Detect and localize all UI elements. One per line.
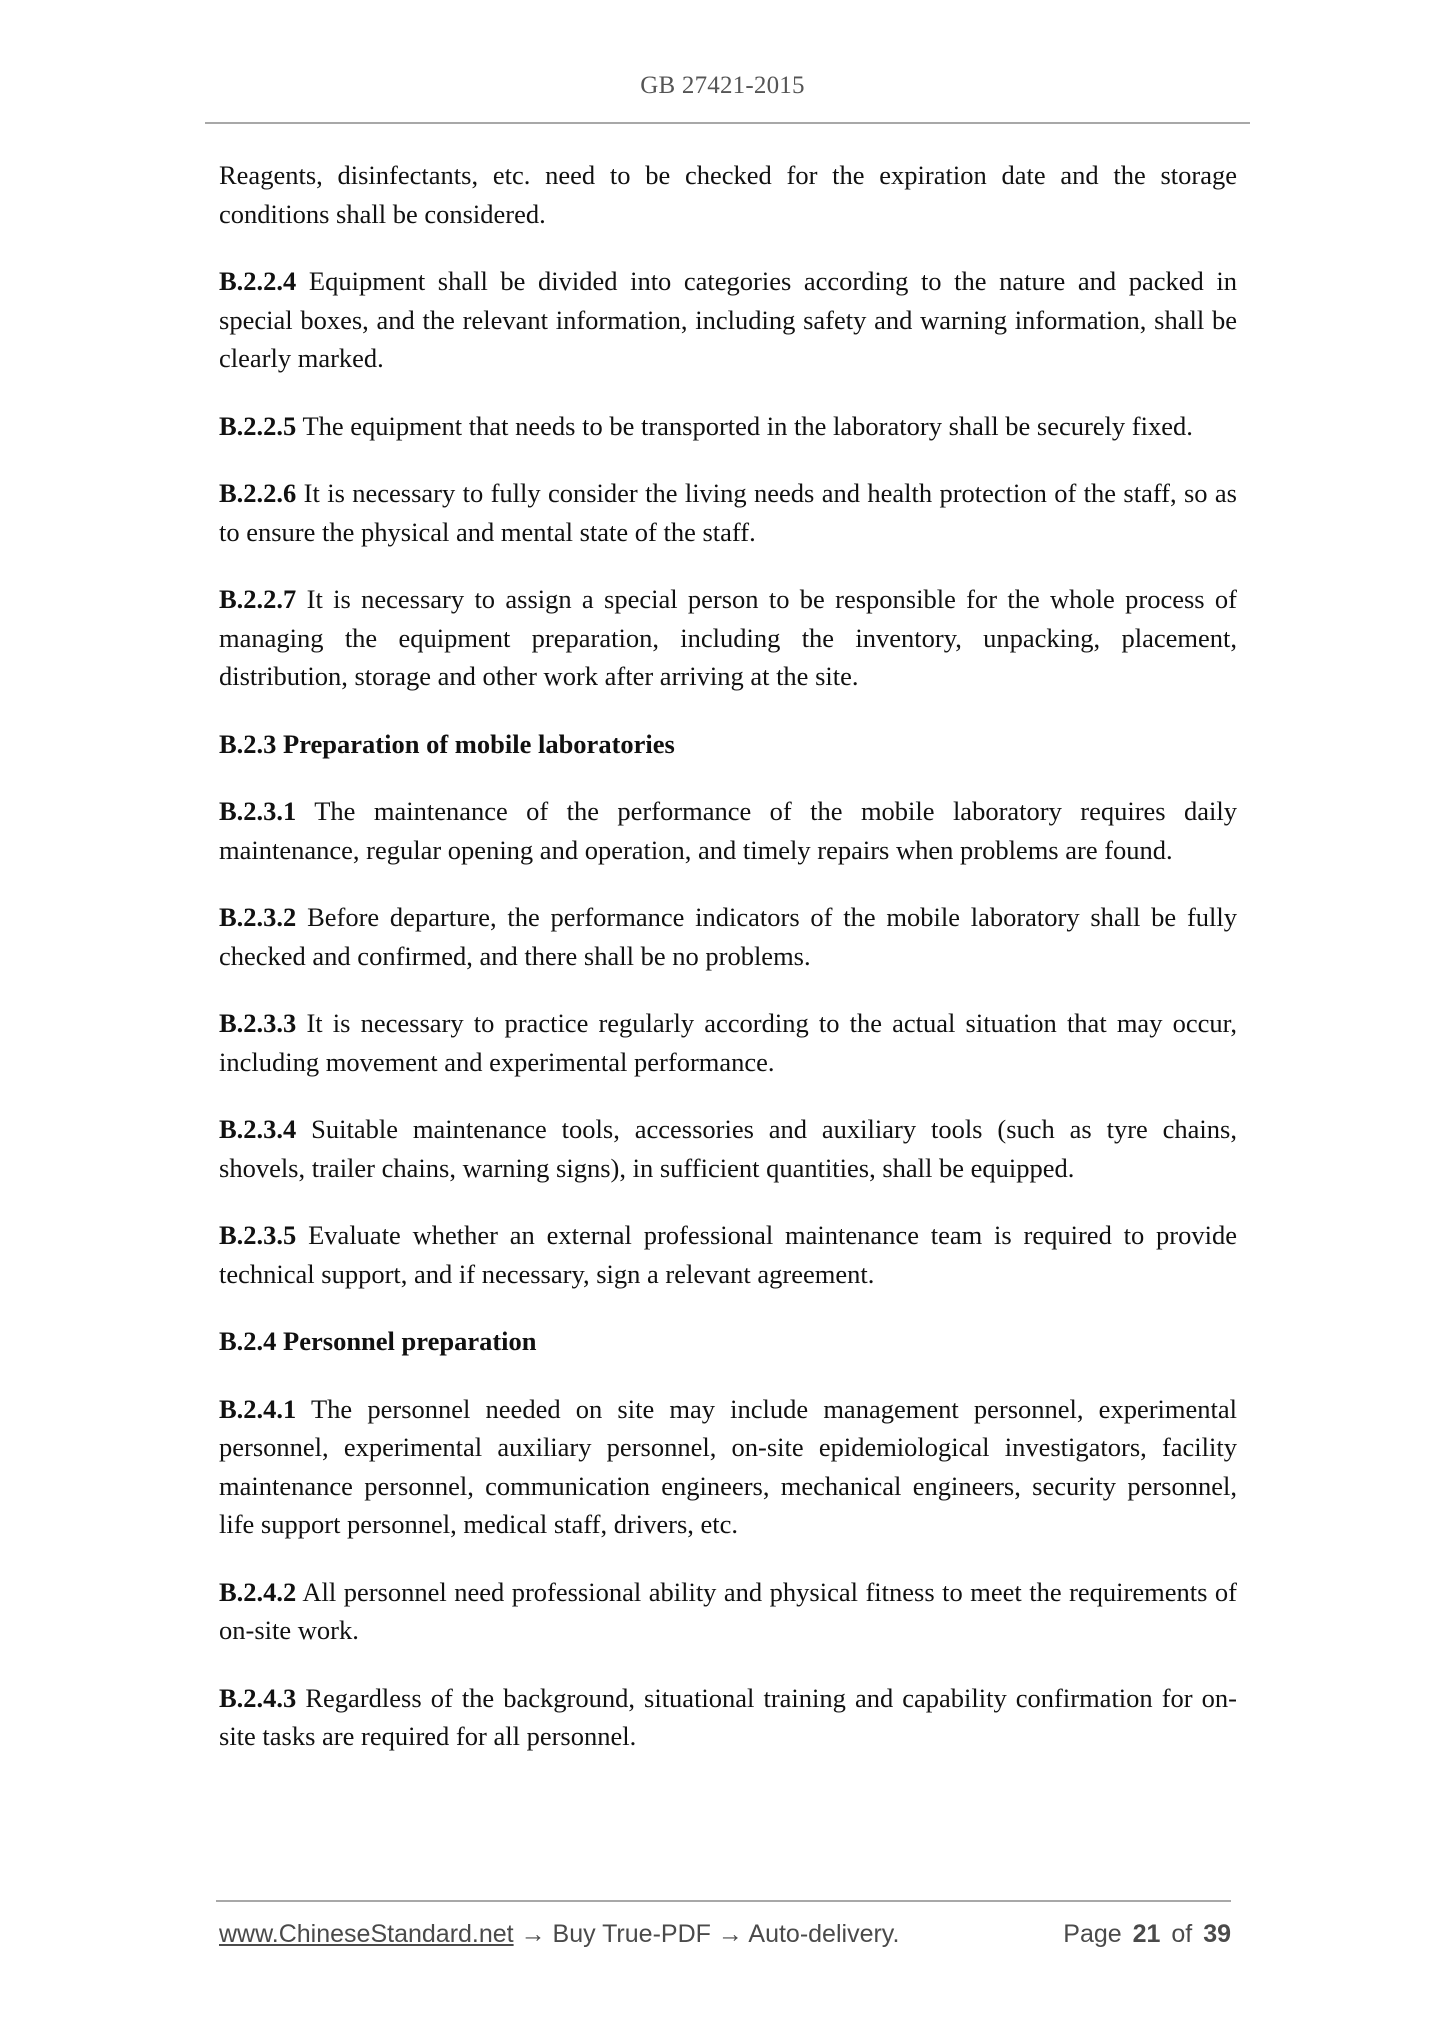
clause-number: B.2.3.3 — [219, 1008, 297, 1038]
clause-text: It is necessary to fully consider the living needs and health protection of the staff, so as to ensure the physical and mental state of the staff. — [219, 478, 1237, 547]
footer-left — [219, 1920, 899, 1949]
footer-tagline: → Buy True-PDF → Auto-delivery. — [513, 1920, 900, 1948]
page-current: 21 — [1132, 1920, 1161, 1948]
clause-number: B.2.4.3 — [219, 1682, 297, 1713]
clause-b241 — [219, 1390, 1237, 1544]
paragraph-continuation — [219, 156, 1237, 233]
clause-number: B.2.2.7 — [219, 584, 297, 614]
page-of-label: of — [1171, 1920, 1193, 1948]
clause-b243 — [219, 1679, 1237, 1756]
clause-text: It is necessary to practice regularly according to the actual situation that may occur, including movement and experimental performance. — [219, 1008, 1237, 1077]
page-total: 39 — [1203, 1920, 1231, 1948]
page-indicator — [1059, 1920, 1231, 1949]
clause-text: Evaluate whether an external professional maintenance team is required to provide technical support, and if necessary, sign a relevant agreement. — [219, 1220, 1237, 1289]
paragraph-text: Reagents, disinfectants, etc. need to be checked for the expiration date and the storage conditions shall be considered. — [219, 160, 1237, 229]
section-heading-b23: B.2.3 Preparation of mobile laboratories — [219, 728, 675, 759]
clause-b227 — [219, 580, 1237, 696]
page-footer — [219, 1920, 1231, 1949]
clause-text: Regardless of the background, situational training and capability confirmation for on-site tasks are required for all personnel. — [219, 1682, 1237, 1751]
clause-number: B.2.3.1 — [219, 796, 297, 826]
clause-b234 — [219, 1110, 1237, 1187]
footer-divider — [216, 1900, 1231, 1902]
clause-number: B.2.2.5 — [219, 410, 297, 441]
document-body — [219, 156, 1237, 1785]
clause-text: Equipment shall be divided into categories according to the nature and packed in special boxes, and the relevant information, including safety and warning information, shall be clearly marked. — [219, 266, 1237, 373]
page-label: Page — [1063, 1920, 1122, 1948]
clause-text: It is necessary to assign a special person to be responsible for the whole process of managing the equipment preparation, including the inventory, unpacking, placement, distribution, storage and other work after arriving at the site. — [219, 584, 1237, 691]
clause-number: B.2.2.6 — [219, 478, 297, 508]
clause-b224 — [219, 262, 1237, 378]
clause-text: The maintenance of the performance of the mobile laboratory requires daily maintenance, regular opening and operation, and timely repairs when problems are found. — [219, 796, 1237, 865]
clause-text: Before departure, the performance indicators of the mobile laboratory shall be fully checked and confirmed, and there shall be no problems. — [219, 902, 1237, 971]
clause-text: All personnel need professional ability and physical fitness to meet the requirements of on-site work. — [219, 1576, 1237, 1645]
clause-text: The equipment that needs to be transported in the laboratory shall be securely fixed. — [296, 410, 1193, 441]
clause-number: B.2.3.5 — [219, 1220, 297, 1250]
header-divider — [205, 122, 1250, 124]
page-header-title: GB 27421-2015 — [640, 72, 805, 99]
clause-b235 — [219, 1216, 1237, 1293]
clause-b231 — [219, 792, 1237, 869]
clause-number: B.2.3.4 — [219, 1114, 297, 1144]
clause-b225 — [219, 407, 1237, 446]
clause-b233 — [219, 1004, 1237, 1081]
section-heading-b24: B.2.4 Personnel preparation — [219, 1326, 537, 1356]
chinesestandard-link[interactable]: www.ChineseStandard.net — [219, 1920, 514, 1948]
clause-number: B.2.2.4 — [219, 266, 297, 296]
clause-number: B.2.4.1 — [219, 1393, 297, 1424]
clause-text: The personnel needed on site may include management personnel, experimental personnel, experimental auxiliary personnel, on-site epidemiological investigators, facility maintenance personnel, communication engineers, mechanical engineers, security personnel, life support personnel, medical staff, drivers, etc. — [219, 1393, 1237, 1539]
clause-b226 — [219, 474, 1237, 551]
clause-number: B.2.4.2 — [219, 1576, 297, 1607]
clause-text: Suitable maintenance tools, accessories and auxiliary tools (such as tyre chains, shovels, trailer chains, warning signs), in sufficient quantities, shall be equipped. — [219, 1114, 1237, 1183]
clause-b232 — [219, 898, 1237, 975]
clause-number: B.2.3.2 — [219, 902, 297, 932]
clause-b242 — [219, 1573, 1237, 1650]
